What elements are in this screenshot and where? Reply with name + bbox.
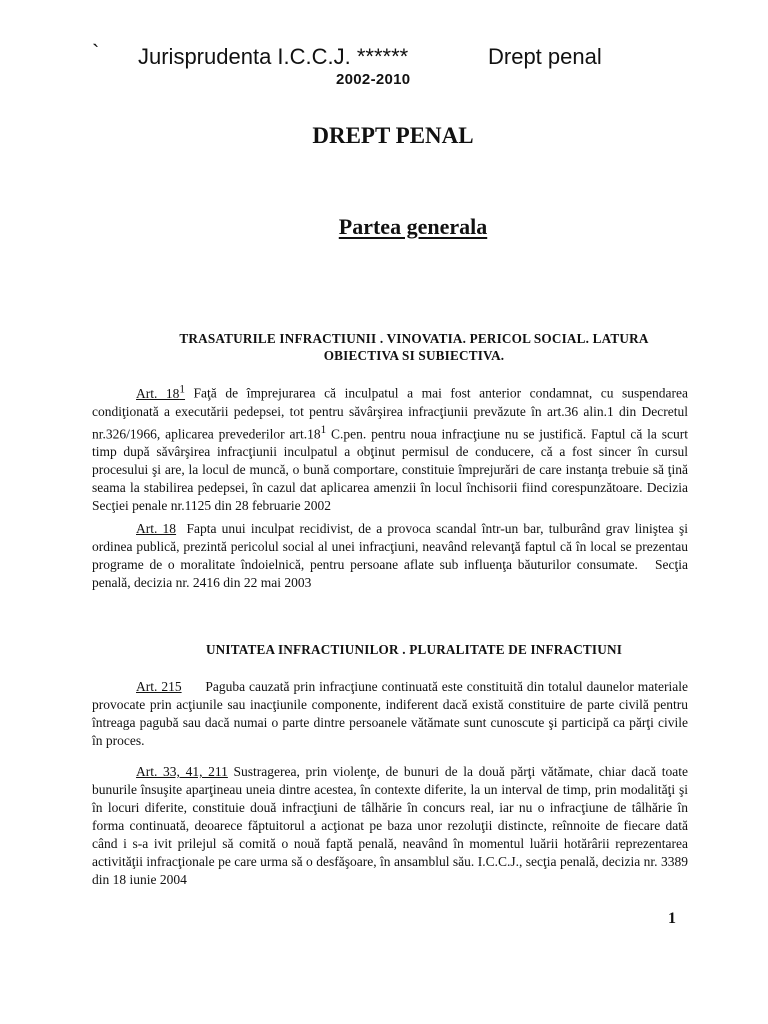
paragraph-1 [92, 380, 688, 515]
paragraph-3-text: Paguba cauzată prin infracţiune continuată este constituită din totalul daunelor materiale provocate prin acţiunile sau inacţiunile componente, indiferent dacă există constituire de parte civilă pentru întreaga pagubă sau dacă numai o parte dintre persoanele vătămate sunt cunoscute şi participă ca părţi civile în proces. [92, 679, 692, 748]
header-left-text: Jurisprudenta I.C.C.J. ****** [138, 44, 409, 69]
paragraph-1-text-a: Faţă de împrejurarea că inculpatul a mai fost anterior condamnat, cu suspendarea condiţionată a executării pedepsei, tot pentru săvârşirea infracţiunii prevăzute în art.36 alin.1 din Decretul nr.326/1966, aplicarea prevederilor art.18 [92, 385, 688, 441]
paragraph-2-text: Fapta unui inculpat recidivist, de a provoca scandal într-un bar, tulburând grav liniştea şi ordinea publică, prezintă pericolul social al unei infracţiuni, neavând relevanţă faptul că în local se prezentau programe de o moralitate îndoielnică, pentru persoane aflate sub influenţa băuturilor consumate. Secţia penală, decizia nr. 2416 din 22 mai 2003 [92, 521, 692, 590]
section-heading-2: UNITATEA INFRACTIUNILOR . PLURALITATE DE INFRACTIUNI [205, 642, 623, 657]
document-subtitle: Partea generala [338, 214, 488, 239]
document-title: DREPT PENAL [312, 123, 474, 148]
header-right-text: Drept penal [488, 44, 602, 69]
section-heading-1-line2: OBIECTIVA SI SUBIECTIVA. [323, 348, 505, 363]
section-heading-1-line1: TRASATURILE INFRACTIUNII . VINOVATIA. PERICOL SOCIAL. LATURA [179, 331, 649, 346]
paragraph-1-text-b: C.pen. pentru noua infracţiune nu se justifică. Faptul că la scurt timp după săvârşirea infracţiunii inculpatul a obţinut permisul de conducere, că a fost sincer în cursul procesului şi are, la locul de muncă, o bună comportare, constituie împrejurări de care instanţa trebuie să ţină seama la stabilirea pedepsei, în cazul dat aplicarea amenzii în locul închisorii fiind corespunzătoare. Decizia Secţiei penale nr.1125 din 28 februarie 2002 [92, 426, 688, 513]
paragraph-4 [92, 763, 688, 889]
article-ref-1 [136, 383, 186, 401]
article-ref-4: Art. 33, 41, 211 [136, 764, 228, 779]
article-ref-1-text: Art. 18 [136, 385, 180, 401]
article-ref-3: Art. 215 [136, 679, 182, 694]
paragraph-3 [92, 678, 692, 750]
section-heading-1 [134, 330, 694, 364]
paragraph-2 [92, 520, 692, 592]
paragraph-4-text: Sustragerea, prin violenţe, de bunuri de la două părţi vătămate, chiar dacă toate bunurile însuşite aparţineau uneia dintre acestea, în contexte diferite, la un interval de timp, prin modalităţi şi în locuri diferite, constituie două infracţiuni de tâlhărie în concurs real, iar nu o infracţiune de tâlhărie în forma continuată, deoarece făptuitorul a acţionat pe baza unor rezoluţii distincte, reînnoite de fiecare dată când i s-a ivit prilejul să comită o nouă faptă penală, neavând în momentul luării hotărârii reprezentarea activităţii infracţionale pe care urma să o desfăşoare, în ansamblul său. I.C.C.J., secţia penală, decizia nr. 3389 din 18 iunie 2004 [92, 764, 688, 887]
article-ref-1-sup: 1 [179, 383, 186, 395]
article-ref-2: Art. 18 [136, 521, 177, 536]
paragraph-1-sup: 1 [320, 423, 327, 436]
page-number: 1 [668, 910, 676, 927]
header-backtick: ` [92, 40, 100, 65]
header-years: 2002-2010 [336, 71, 411, 88]
